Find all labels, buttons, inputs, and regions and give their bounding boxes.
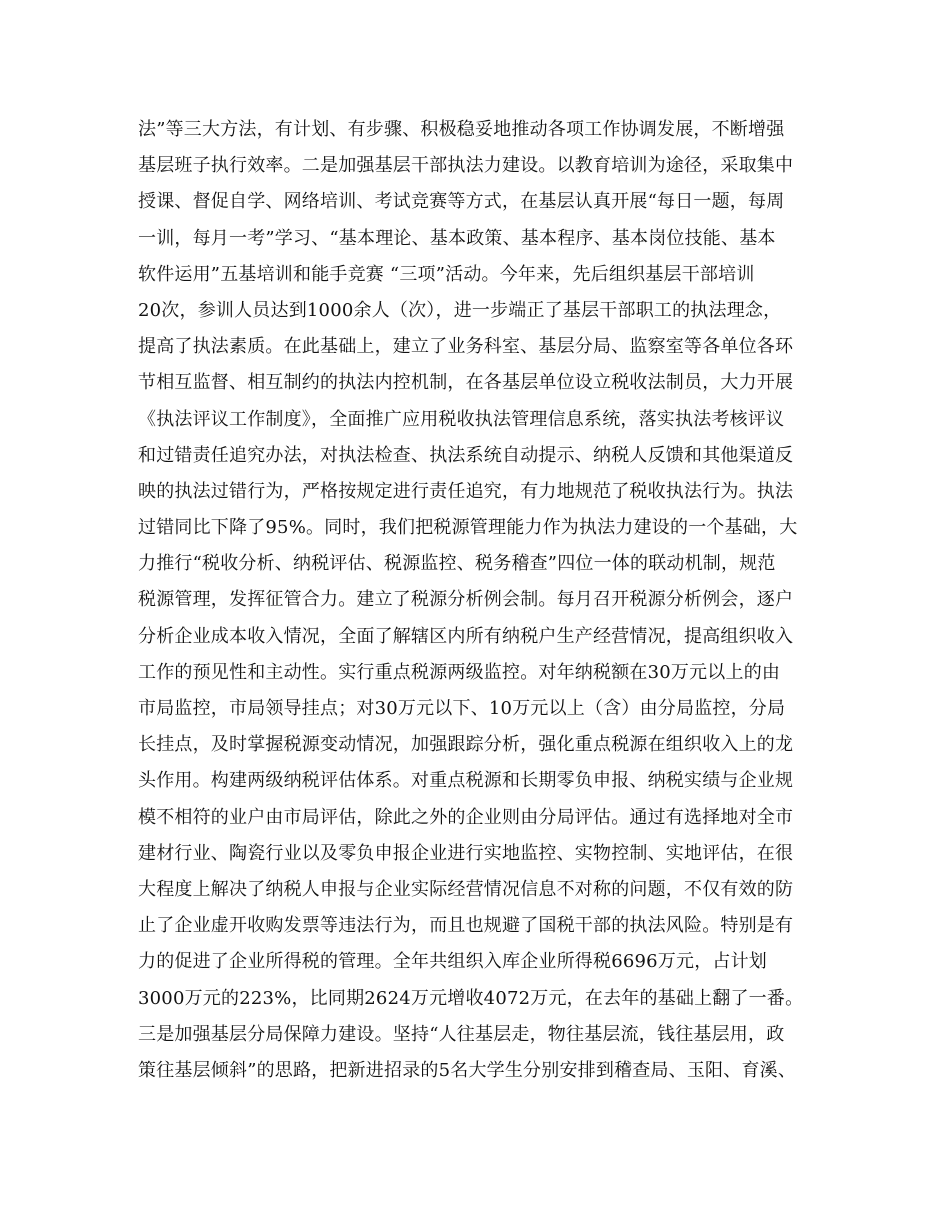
text-line: 大程度上解决了纳税人申报与企业实际经营情况信息不对称的问题，不仅有效的防 — [138, 878, 794, 900]
text-line: 节相互监督、相互制约的执法内控机制，在各基层单位设立税收法制员，大力开展 — [138, 372, 794, 394]
text-line: 软件运用”五基培训和能手竞赛 “三项”活动。今年来，先后组织基层干部培训 — [138, 263, 755, 285]
text-line: 市局监控，市局领导挂点；对30万元以下、10万元以上（含）由分局监控，分局 — [138, 698, 786, 719]
text-line: 长挂点，及时掌握税源变动情况，加强跟踪分析，强化重点税源在组织收入上的龙 — [138, 734, 794, 756]
text-line: 一训，每月一考”学习、“基本理论、基本政策、基本程序、基本岗位技能、基本 — [138, 227, 776, 249]
text-line: 策往基层倾斜”的思路，把新进招录的5名大学生分别安排到稽查局、玉阳、育溪、 — [138, 1059, 797, 1081]
text-line: 头作用。构建两级纳税评估体系。对重点税源和长期零负申报、纳税实绩与企业规 — [138, 770, 794, 792]
text-line: 授课、督促自学、网络培训、考试竞赛等方式，在基层认真开展“每日一题，每周 — [138, 191, 785, 213]
text-line: 模不相符的业户由市局评估，除此之外的企业则由分局评估。通过有选择地对全市 — [138, 806, 794, 828]
text-line: 3000万元的223%，比同期2624万元增收4072万元，在去年的基础上翻了一番。 — [138, 987, 804, 1009]
text-line: 法”等三大方法，有计划、有步骤、积极稳妥地推动各项工作协调发展，不断增强 — [138, 119, 785, 140]
text-line: 止了企业虚开收购发票等违法行为，而且也规避了国税干部的执法风险。特别是有 — [138, 915, 794, 937]
text-line: 力的促进了企业所得税的管理。全年共组织入库企业所得税6696万元，占计划 — [138, 951, 768, 973]
text-line: 工作的预见性和主动性。实行重点税源两级监控。对年纳税额在30万元以上的由 — [138, 661, 781, 683]
text-line: 力推行“税收分析、纳税评估、税源监控、税务稽查”四位一体的联动机制，规范 — [138, 553, 776, 575]
text-line: 提高了执法素质。在此基础上，建立了业务科室、基层分局、监察室等各单位各环 — [138, 336, 794, 358]
text-line: 20次，参训人员达到1000余人（次），进一步端正了基层干部职工的执法理念， — [138, 299, 782, 321]
text-line: 和过错责任追究办法，对执法检查、执法系统自动提示、纳税人反馈和其他渠道反 — [138, 444, 794, 466]
text-line: 三是加强基层分局保障力建设。坚持“人往基层走，物往基层流，钱往基层用，政 — [138, 1023, 785, 1045]
text-line: 建材行业、陶瓷行业以及零负申报企业进行实地监控、实物控制、实地评估，在很 — [138, 842, 794, 864]
text-line: 映的执法过错行为，严格按规定进行责任追究，有力地规范了税收执法行为。执法 — [138, 480, 794, 502]
text-line: 基层班子执行效率。二是加强基层干部执法力建设。以教育培训为途径，采取集中 — [138, 155, 794, 177]
body-paragraph — [138, 112, 828, 1089]
text-line: 税源管理，发挥征管合力。建立了税源分析例会制。每月召开税源分析例会，逐户 — [138, 589, 794, 611]
text-line: 《执法评议工作制度》，全面推广应用税收执法管理信息系统，落实执法考核评议 — [138, 408, 785, 430]
text-line: 过错同比下降了95%。同时，我们把税源管理能力作为执法力建设的一个基础，大 — [138, 517, 798, 539]
text-line: 分析企业成本收入情况，全面了解辖区内所有纳税户生产经营情况，提高组织收入 — [138, 625, 794, 647]
